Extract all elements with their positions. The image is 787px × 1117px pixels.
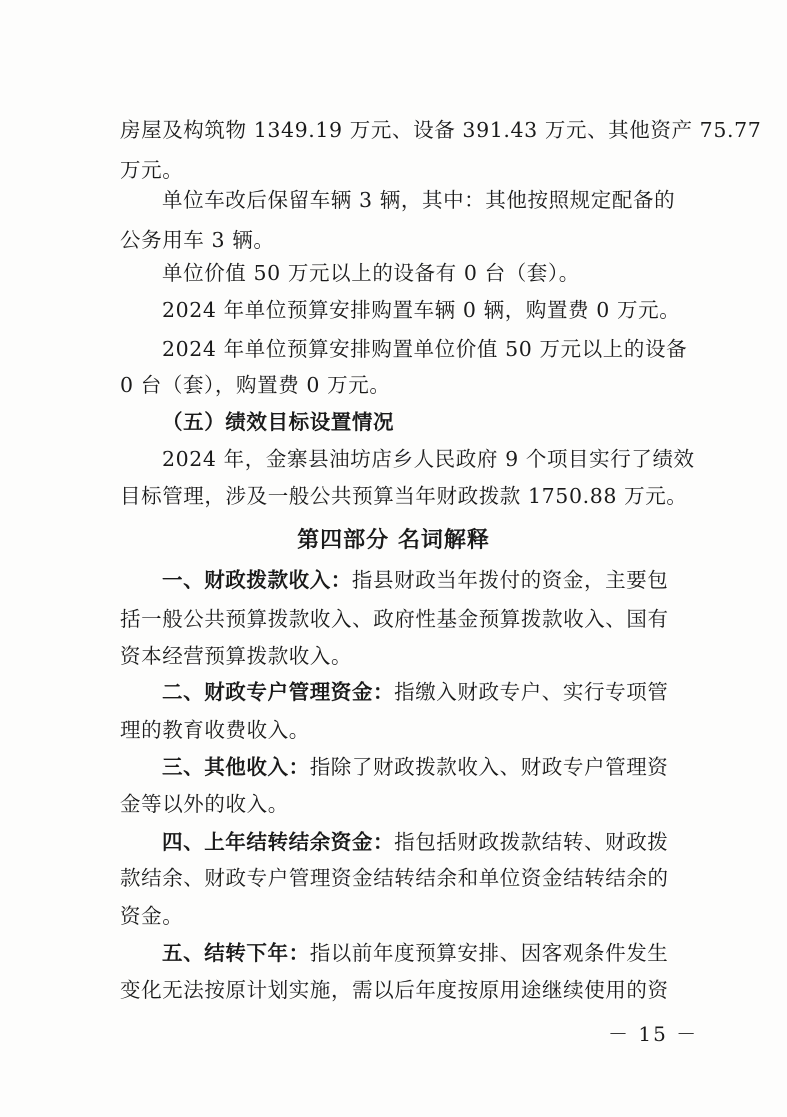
definition-line	[162, 566, 668, 594]
definition-line	[162, 939, 668, 967]
definition-term: 四、上年结转结余资金：	[162, 830, 395, 854]
subsection-heading: （五）绩效目标设置情况	[162, 410, 395, 434]
definition-text: 指缴入财政专户、实行专项管	[394, 680, 669, 704]
definition-term: 三、其他收入：	[162, 755, 310, 779]
definition-line	[162, 828, 668, 856]
paragraph-line: 目标管理，涉及一般公共预算当年财政拨款 1750.88 万元。	[120, 484, 688, 508]
definition-text: 指以前年度预算安排、因客观条件发生	[309, 941, 669, 965]
definition-text: 指县财政当年拨付的资金，主要包	[351, 568, 669, 592]
definition-line: 款结余、财政专户管理资金结转结余和单位资金结转结余的	[120, 866, 669, 890]
definition-term: 二、财政专户管理资金：	[162, 680, 395, 704]
definition-line: 金等以外的收入。	[120, 792, 289, 816]
definition-line: 资金。	[120, 904, 184, 928]
section-title: 第四部分 名词解释	[297, 528, 490, 553]
paragraph-line: 单位价值 50 万元以上的设备有 0 台（套）。	[162, 261, 580, 285]
paragraph-line: 房屋及构筑物 1349.19 万元、设备 391.43 万元、其他资产 75.77	[120, 118, 762, 142]
definition-line: 资本经营预算拨款收入。	[120, 644, 353, 668]
paragraph-line: 2024 年单位预算安排购置单位价值 50 万元以上的设备	[162, 337, 688, 361]
definition-line: 括一般公共预算拨款收入、政府性基金预算拨款收入、国有	[120, 607, 669, 631]
definition-line: 理的教育收费收入。	[120, 718, 310, 742]
paragraph-line: 2024 年，金寨县油坊店乡人民政府 9 个项目实行了绩效	[162, 447, 695, 471]
definition-line	[162, 753, 668, 781]
paragraph-line: 2024 年单位预算安排购置车辆 0 辆，购置费 0 万元。	[162, 298, 681, 322]
definition-text: 指除了财政拨款收入、财政专户管理资	[309, 755, 669, 779]
paragraph-line: 万元。	[120, 158, 184, 182]
definition-term: 一、财政拨款收入：	[162, 568, 352, 592]
paragraph-line: 0 台（套），购置费 0 万元。	[120, 373, 391, 397]
definition-term: 五、结转下年：	[162, 941, 310, 965]
paragraph-line: 公务用车 3 辆。	[120, 228, 275, 252]
page-number: － 15 －	[608, 1022, 699, 1046]
definition-text: 指包括财政拨款结转、财政拨	[394, 830, 669, 854]
definition-line: 变化无法按原计划实施，需以后年度按原用途继续使用的资	[120, 978, 669, 1002]
definition-line	[162, 678, 668, 706]
paragraph-line: 单位车改后保留车辆 3 辆，其中：其他按照规定配备的	[162, 188, 676, 212]
